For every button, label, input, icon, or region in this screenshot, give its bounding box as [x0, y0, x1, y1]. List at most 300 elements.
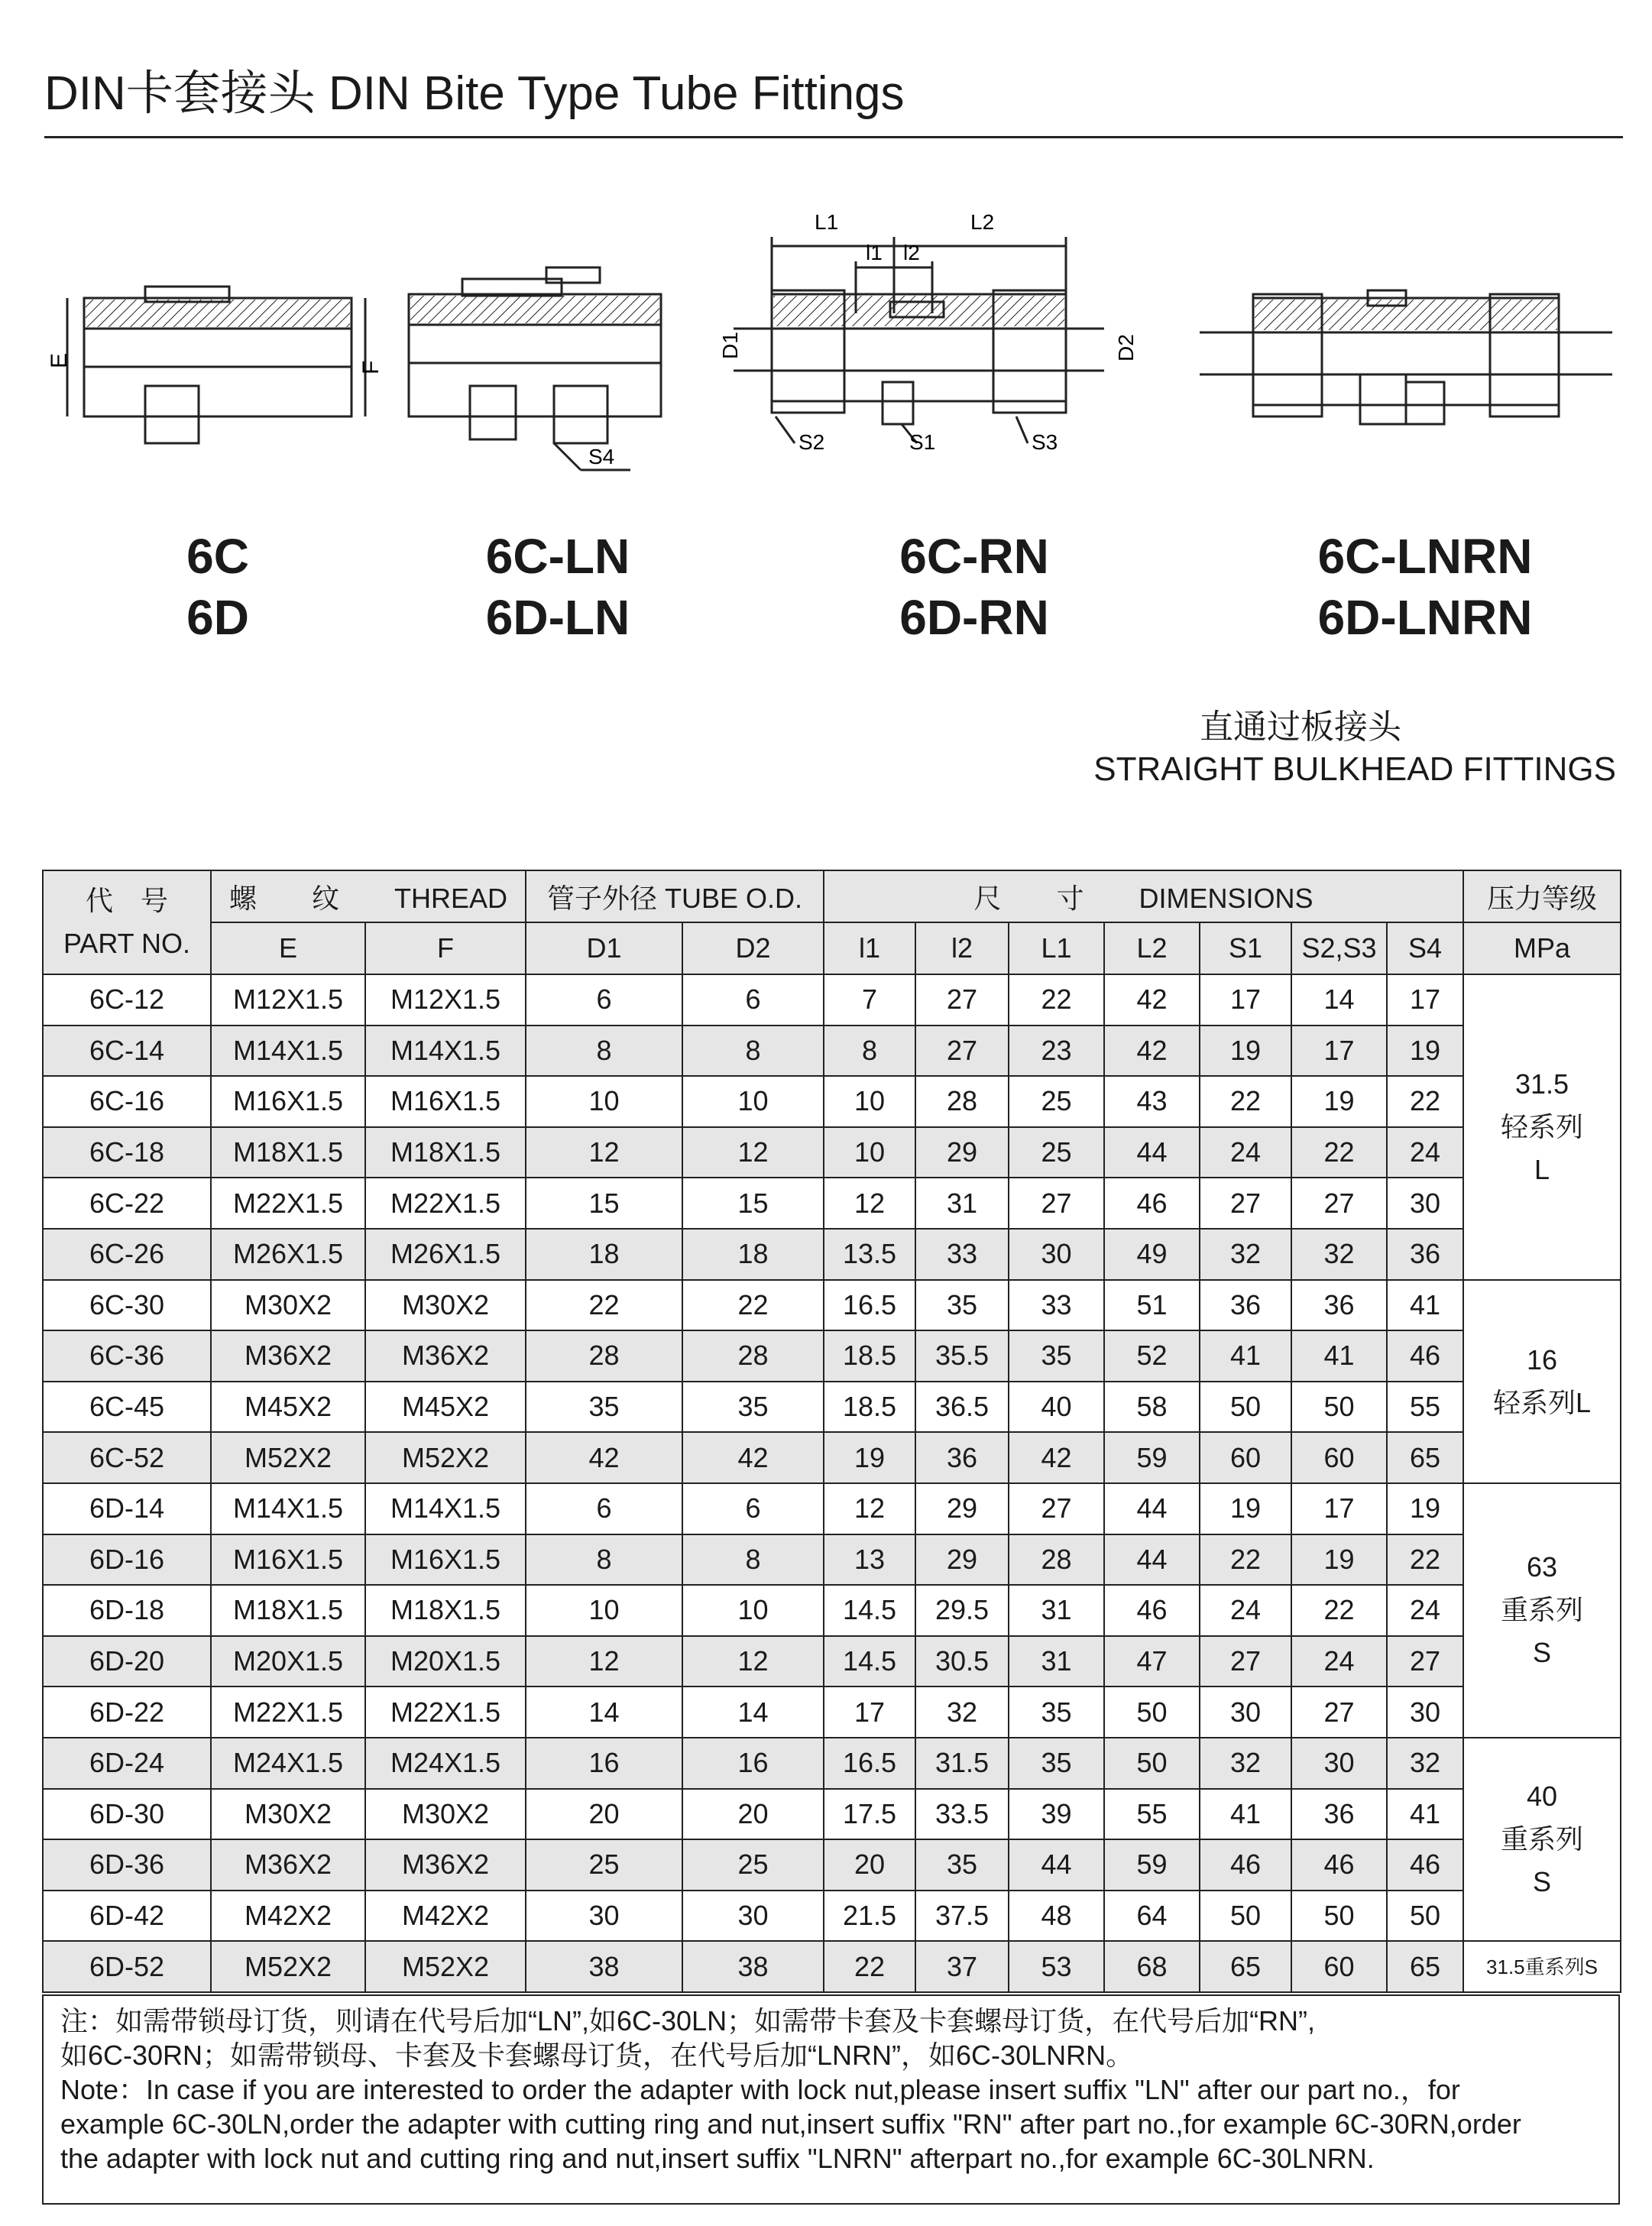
table-cell: 29.5: [915, 1585, 1009, 1636]
label-e: E: [47, 352, 72, 368]
table-cell: 12: [526, 1636, 682, 1687]
header-col-d2: D2: [682, 922, 824, 974]
table-cell: 22: [1291, 1585, 1387, 1636]
table-cell: 42: [1104, 1026, 1200, 1077]
part-number-cell: 6C-30: [43, 1280, 211, 1331]
table-cell: 64: [1104, 1891, 1200, 1942]
table-cell: 22: [526, 1280, 682, 1331]
part-number-cell: 6D-18: [43, 1585, 211, 1636]
table-cell: M22X1.5: [211, 1178, 365, 1229]
header-col-d1: D1: [526, 922, 682, 974]
table-cell: 24: [1200, 1127, 1291, 1178]
table-cell: 14.5: [824, 1636, 915, 1687]
table-cell: 12: [824, 1483, 915, 1534]
table-cell: 46: [1387, 1330, 1463, 1382]
table-cell: M16X1.5: [211, 1534, 365, 1586]
table-cell: 22: [1200, 1534, 1291, 1586]
table-cell: 38: [526, 1941, 682, 1992]
table-cell: 30: [526, 1891, 682, 1942]
table-cell: M18X1.5: [365, 1585, 526, 1636]
table-cell: 60: [1291, 1941, 1387, 1992]
table-cell: M16X1.5: [211, 1076, 365, 1127]
table-cell: 35: [915, 1839, 1009, 1891]
table-row: [43, 1839, 1621, 1891]
table-cell: 37: [915, 1941, 1009, 1992]
table-cell: 30: [1387, 1178, 1463, 1229]
table-cell: M30X2: [211, 1280, 365, 1331]
table-cell: 32: [1200, 1229, 1291, 1280]
table-row: [43, 1330, 1621, 1382]
table-cell: 32: [915, 1687, 1009, 1738]
table-cell: 42: [526, 1432, 682, 1483]
table-cell: 51: [1104, 1280, 1200, 1331]
table-cell: 24: [1387, 1585, 1463, 1636]
table-cell: M36X2: [365, 1839, 526, 1891]
table-cell: M14X1.5: [211, 1026, 365, 1077]
table-cell: M24X1.5: [365, 1738, 526, 1789]
table-cell: 13.5: [824, 1229, 915, 1280]
table-cell: 13: [824, 1534, 915, 1586]
table-cell: M14X1.5: [211, 1483, 365, 1534]
table-cell: M22X1.5: [365, 1687, 526, 1738]
table-cell: 32: [1200, 1738, 1291, 1789]
table-cell: 65: [1387, 1432, 1463, 1483]
table-cell: 18: [682, 1229, 824, 1280]
part-number-cell: 6C-18: [43, 1127, 211, 1178]
table-cell: 10: [682, 1076, 824, 1127]
table-cell: 10: [526, 1076, 682, 1127]
model-6c: 6C 6D: [186, 529, 249, 645]
header-col-l1: L1: [1009, 922, 1104, 974]
table-cell: M20X1.5: [211, 1636, 365, 1687]
table-cell: 44: [1104, 1483, 1200, 1534]
table-cell: 42: [1009, 1432, 1104, 1483]
table-cell: 16: [682, 1738, 824, 1789]
table-cell: 20: [526, 1789, 682, 1840]
note-cn-line-2: 如6C-30RN；如需带锁母、卡套及卡套螺母订货，在代号后加“LNRN”，如6C-30LNRN。: [60, 2040, 1134, 2071]
title-divider: [44, 136, 1623, 138]
table-cell: 42: [682, 1432, 824, 1483]
table-cell: 14: [682, 1687, 824, 1738]
table-cell: 19: [1387, 1026, 1463, 1077]
model-6c-rn: 6C-RN 6D-RN: [899, 529, 1049, 645]
table-cell: 48: [1009, 1891, 1104, 1942]
part-number-cell: 6D-20: [43, 1636, 211, 1687]
table-cell: 38: [682, 1941, 824, 1992]
table-cell: M22X1.5: [365, 1178, 526, 1229]
table-cell: 17.5: [824, 1789, 915, 1840]
pressure-value: 63: [1526, 1551, 1558, 1583]
table-cell: 8: [682, 1026, 824, 1077]
table-cell: M16X1.5: [365, 1076, 526, 1127]
pressure-group-cell: [1463, 1483, 1621, 1738]
table-row: [43, 1941, 1621, 1992]
table-cell: 16.5: [824, 1738, 915, 1789]
table-cell: 27: [1291, 1687, 1387, 1738]
table-cell: 31: [915, 1178, 1009, 1229]
table-cell: 33.5: [915, 1789, 1009, 1840]
part-number-cell: 6C-22: [43, 1178, 211, 1229]
pressure-code: S: [1533, 1866, 1552, 1898]
spec-table-body: [43, 974, 1621, 1992]
table-cell: 6: [682, 1483, 824, 1534]
label-s3: S3: [1032, 430, 1058, 454]
table-cell: 36: [915, 1432, 1009, 1483]
pressure-value: 16: [1526, 1343, 1558, 1375]
table-cell: 30: [1009, 1229, 1104, 1280]
table-cell: 36: [1200, 1280, 1291, 1331]
part-number-cell: 6D-24: [43, 1738, 211, 1789]
table-row: [43, 1178, 1621, 1229]
label-s1: S1: [909, 430, 936, 454]
part-number-cell: 6D-52: [43, 1941, 211, 1992]
table-cell: M52X2: [365, 1941, 526, 1992]
table-cell: 41: [1387, 1789, 1463, 1840]
table-cell: 10: [824, 1127, 915, 1178]
label-l1-small: l1: [866, 241, 883, 264]
table-cell: 41: [1387, 1280, 1463, 1331]
drawing-6c-lnrn: [1192, 283, 1620, 436]
table-cell: M45X2: [365, 1382, 526, 1433]
subtitle-cn: 直通过板接头: [1200, 708, 1401, 746]
table-cell: 39: [1009, 1789, 1104, 1840]
table-cell: 6: [526, 1483, 682, 1534]
table-cell: M22X1.5: [211, 1687, 365, 1738]
table-cell: 19: [1291, 1534, 1387, 1586]
table-row: [43, 974, 1621, 1026]
table-cell: 28: [915, 1076, 1009, 1127]
header-pressure: 压力等级: [1463, 870, 1621, 922]
table-cell: M52X2: [365, 1432, 526, 1483]
part-number-cell: 6C-45: [43, 1382, 211, 1433]
table-cell: 27: [1009, 1483, 1104, 1534]
table-cell: 65: [1200, 1941, 1291, 1992]
header-col-s4: S4: [1387, 922, 1463, 974]
table-cell: M16X1.5: [365, 1534, 526, 1586]
table-row: [43, 1636, 1621, 1687]
table-cell: 50: [1104, 1687, 1200, 1738]
table-cell: 12: [682, 1127, 824, 1178]
table-cell: 19: [1200, 1026, 1291, 1077]
part-number-cell: 6C-16: [43, 1076, 211, 1127]
table-row: [43, 1076, 1621, 1127]
table-cell: 44: [1104, 1534, 1200, 1586]
table-cell: 52: [1104, 1330, 1200, 1382]
table-row: [43, 1534, 1621, 1586]
table-cell: M14X1.5: [365, 1483, 526, 1534]
subtitle-en: STRAIGHT BULKHEAD FITTINGS: [1093, 750, 1616, 788]
header-col-s1: S1: [1200, 922, 1291, 974]
table-cell: 18.5: [824, 1330, 915, 1382]
table-cell: 35: [1009, 1738, 1104, 1789]
drawing-6c: [47, 252, 390, 451]
page-title: DIN卡套接头 DIN Bite Type Tube Fittings: [44, 67, 905, 120]
table-cell: 50: [1291, 1891, 1387, 1942]
part-number-cell: 6D-36: [43, 1839, 211, 1891]
table-cell: 35.5: [915, 1330, 1009, 1382]
table-cell: 20: [824, 1839, 915, 1891]
label-d2: D2: [1114, 334, 1138, 361]
part-number-cell: 6C-36: [43, 1330, 211, 1382]
table-cell: 25: [1009, 1127, 1104, 1178]
table-row: [43, 1585, 1621, 1636]
table-cell: 59: [1104, 1432, 1200, 1483]
table-cell: 8: [526, 1534, 682, 1586]
table-cell: 15: [526, 1178, 682, 1229]
table-cell: M30X2: [211, 1789, 365, 1840]
table-cell: 28: [1009, 1534, 1104, 1586]
table-cell: 8: [526, 1026, 682, 1077]
table-row: [43, 1789, 1621, 1840]
table-cell: 43: [1104, 1076, 1200, 1127]
part-number-cell: 6C-14: [43, 1026, 211, 1077]
table-cell: 21.5: [824, 1891, 915, 1942]
table-cell: 12: [824, 1178, 915, 1229]
table-cell: 25: [682, 1839, 824, 1891]
table-cell: 37.5: [915, 1891, 1009, 1942]
pressure-group-cell: [1463, 1280, 1621, 1483]
table-cell: 27: [915, 974, 1009, 1026]
table-cell: 31: [1009, 1636, 1104, 1687]
pressure-group-cell: [1463, 974, 1621, 1280]
table-cell: M42X2: [365, 1891, 526, 1942]
model-6c-lnrn: 6C-LNRN 6D-LNRN: [1317, 529, 1533, 645]
table-cell: 41: [1200, 1789, 1291, 1840]
table-cell: 46: [1104, 1585, 1200, 1636]
pressure-group-cell: [1463, 1738, 1621, 1941]
label-l2: L2: [970, 210, 995, 234]
table-cell: 33: [915, 1229, 1009, 1280]
table-cell: 10: [824, 1076, 915, 1127]
table-cell: 10: [682, 1585, 824, 1636]
table-cell: 19: [1200, 1483, 1291, 1534]
table-cell: 40: [1009, 1382, 1104, 1433]
table-cell: 23: [1009, 1026, 1104, 1077]
label-l1: L1: [815, 210, 839, 234]
table-cell: 58: [1104, 1382, 1200, 1433]
table-row: [43, 1382, 1621, 1433]
table-cell: M26X1.5: [211, 1229, 365, 1280]
spec-table: [42, 870, 1621, 1993]
label-s2: S2: [798, 430, 825, 454]
table-cell: 17: [1200, 974, 1291, 1026]
table-cell: 18.5: [824, 1382, 915, 1433]
table-cell: M36X2: [365, 1330, 526, 1382]
table-cell: 35: [1009, 1687, 1104, 1738]
table-cell: M12X1.5: [365, 974, 526, 1026]
table-cell: 17: [1291, 1483, 1387, 1534]
label-s4: S4: [588, 445, 615, 468]
table-cell: 8: [682, 1534, 824, 1586]
table-cell: 28: [682, 1330, 824, 1382]
table-cell: 15: [682, 1178, 824, 1229]
table-cell: 60: [1200, 1432, 1291, 1483]
table-cell: 36.5: [915, 1382, 1009, 1433]
table-cell: 14: [526, 1687, 682, 1738]
table-cell: 35: [915, 1280, 1009, 1331]
table-cell: 27: [1200, 1636, 1291, 1687]
table-cell: M24X1.5: [211, 1738, 365, 1789]
table-cell: 10: [526, 1585, 682, 1636]
table-row: [43, 1483, 1621, 1534]
table-cell: 8: [824, 1026, 915, 1077]
table-cell: 36: [1291, 1280, 1387, 1331]
table-cell: 12: [526, 1127, 682, 1178]
table-row: [43, 1229, 1621, 1280]
table-cell: 19: [1291, 1076, 1387, 1127]
table-cell: 18: [526, 1229, 682, 1280]
table-cell: 46: [1291, 1839, 1387, 1891]
table-cell: 44: [1009, 1839, 1104, 1891]
label-f: F: [358, 360, 384, 374]
table-cell: 14: [1291, 974, 1387, 1026]
table-cell: 25: [526, 1839, 682, 1891]
table-cell: M14X1.5: [365, 1026, 526, 1077]
table-cell: 29: [915, 1127, 1009, 1178]
table-cell: 32: [1387, 1738, 1463, 1789]
table-cell: 49: [1104, 1229, 1200, 1280]
table-cell: 6: [682, 974, 824, 1026]
notes-box: [42, 1994, 1620, 2205]
pressure-series: 轻系列: [1501, 1110, 1584, 1142]
table-cell: 30: [1387, 1687, 1463, 1738]
table-cell: M12X1.5: [211, 974, 365, 1026]
table-cell: 30: [1291, 1738, 1387, 1789]
pressure-group-cell: [1463, 1941, 1621, 1992]
table-cell: M30X2: [365, 1280, 526, 1331]
part-number-cell: 6D-42: [43, 1891, 211, 1942]
table-row: [43, 1280, 1621, 1331]
header-col-l2: L2: [1104, 922, 1200, 974]
header-col-f: F: [365, 922, 526, 974]
model-6c-ln: 6C-LN 6D-LN: [485, 529, 630, 645]
note-en-line-2: example 6C-30LN,order the adapter with cutting ring and nut,insert suffix "RN" after part no.,for example 6C-30RN,order: [60, 2108, 1521, 2140]
part-number-cell: 6C-52: [43, 1432, 211, 1483]
part-number-cell: 6C-26: [43, 1229, 211, 1280]
table-row: [43, 1026, 1621, 1077]
table-cell: 30: [682, 1891, 824, 1942]
pressure-value: 31.5重系列S: [1486, 1955, 1598, 1978]
table-cell: 46: [1387, 1839, 1463, 1891]
table-cell: 31: [1009, 1585, 1104, 1636]
table-cell: M42X2: [211, 1891, 365, 1942]
pressure-series: 重系列: [1501, 1594, 1584, 1626]
table-cell: 16: [526, 1738, 682, 1789]
table-cell: 55: [1387, 1382, 1463, 1433]
pressure-value: 31.5: [1514, 1068, 1569, 1100]
label-d1: D1: [718, 332, 742, 359]
table-cell: 22: [824, 1941, 915, 1992]
table-cell: M36X2: [211, 1330, 365, 1382]
table-row: [43, 1127, 1621, 1178]
table-row: [43, 1891, 1621, 1942]
table-cell: 24: [1200, 1585, 1291, 1636]
table-cell: 12: [682, 1636, 824, 1687]
table-cell: 27: [1291, 1178, 1387, 1229]
header-col-s2-s3: S2,S3: [1291, 922, 1387, 974]
note-en-line-1: Note：In case if you are interested to order the adapter with lock nut,please insert suffix "LN" after our part no.，for: [60, 2074, 1460, 2105]
table-cell: 17: [1291, 1026, 1387, 1077]
table-cell: 42: [1104, 974, 1200, 1026]
table-cell: 22: [1009, 974, 1104, 1026]
table-cell: 22: [682, 1280, 824, 1331]
note-en-line-3: the adapter with lock nut and cutting ring and nut,insert suffix "LNRN" afterpart no.,for example 6C-30LNRN.: [60, 2143, 1375, 2174]
table-cell: M52X2: [211, 1941, 365, 1992]
pressure-series: 重系列: [1501, 1823, 1584, 1855]
pressure-code: S: [1533, 1637, 1552, 1669]
table-cell: M26X1.5: [365, 1229, 526, 1280]
table-cell: 27: [1200, 1178, 1291, 1229]
part-number-cell: 6D-14: [43, 1483, 211, 1534]
table-cell: 6: [526, 974, 682, 1026]
table-cell: 41: [1291, 1330, 1387, 1382]
header-tube-od: 管子外径 TUBE O.D.: [526, 870, 824, 922]
table-cell: 50: [1200, 1382, 1291, 1433]
table-cell: 30: [1200, 1687, 1291, 1738]
table-cell: 19: [824, 1432, 915, 1483]
part-number-cell: 6D-16: [43, 1534, 211, 1586]
table-cell: 36: [1291, 1789, 1387, 1840]
pressure-code: L: [1534, 1153, 1550, 1185]
table-cell: 16.5: [824, 1280, 915, 1331]
header-thread: 螺 纹 THREAD: [211, 870, 526, 922]
table-cell: M18X1.5: [211, 1585, 365, 1636]
drawing-6c-ln: [401, 264, 676, 478]
table-cell: 33: [1009, 1280, 1104, 1331]
header-col-e: E: [211, 922, 365, 974]
part-number-cell: 6D-22: [43, 1687, 211, 1738]
table-cell: 30.5: [915, 1636, 1009, 1687]
table-cell: 46: [1200, 1839, 1291, 1891]
table-cell: 36: [1387, 1229, 1463, 1280]
table-cell: 29: [915, 1483, 1009, 1534]
table-cell: 22: [1200, 1076, 1291, 1127]
table-cell: M52X2: [211, 1432, 365, 1483]
table-cell: 29: [915, 1534, 1009, 1586]
table-cell: 22: [1387, 1076, 1463, 1127]
table-cell: 50: [1200, 1891, 1291, 1942]
table-cell: 47: [1104, 1636, 1200, 1687]
pressure-value: 40: [1526, 1780, 1558, 1813]
table-cell: 59: [1104, 1839, 1200, 1891]
table-cell: M45X2: [211, 1382, 365, 1433]
table-cell: 44: [1104, 1127, 1200, 1178]
table-cell: 17: [824, 1687, 915, 1738]
table-cell: 28: [526, 1330, 682, 1382]
table-cell: 32: [1291, 1229, 1387, 1280]
part-number-cell: 6D-30: [43, 1789, 211, 1840]
note-cn-line-1: 注：如需带锁母订货，则请在代号后加“LN”,如6C-30LN；如需带卡套及卡套螺母订货，在代号后加“RN”,: [60, 2005, 1316, 2036]
header-dimensions: 尺 寸 DIMENSIONS: [824, 870, 1463, 922]
table-cell: 46: [1104, 1178, 1200, 1229]
table-cell: 50: [1104, 1738, 1200, 1789]
table-row: [43, 1687, 1621, 1738]
table-cell: 22: [1291, 1127, 1387, 1178]
table-cell: 20: [682, 1789, 824, 1840]
table-row: [43, 1432, 1621, 1483]
table-cell: 24: [1387, 1127, 1463, 1178]
table-cell: 14.5: [824, 1585, 915, 1636]
drawing-6c-rn: [680, 206, 1154, 458]
table-cell: 27: [1387, 1636, 1463, 1687]
table-cell: 35: [1009, 1330, 1104, 1382]
table-cell: M18X1.5: [211, 1127, 365, 1178]
header-pressure-unit: MPa: [1463, 922, 1621, 974]
table-row: [43, 1738, 1621, 1789]
table-cell: 19: [1387, 1483, 1463, 1534]
table-cell: M20X1.5: [365, 1636, 526, 1687]
table-cell: 55: [1104, 1789, 1200, 1840]
